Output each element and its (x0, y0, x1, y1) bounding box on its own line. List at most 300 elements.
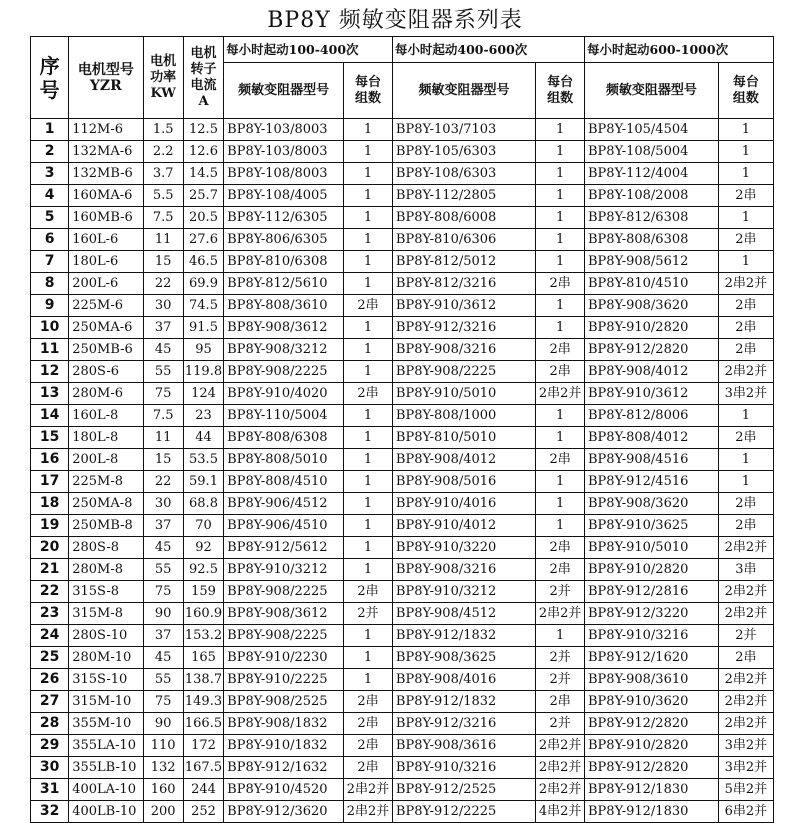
rotor-current: 14.5 (183, 163, 223, 185)
table-row (31, 779, 774, 801)
motor-power: 160 (143, 779, 183, 801)
resistor-model-1: BP8Y-910/2225 (224, 669, 344, 691)
resistor-model-3: BP8Y-908/5612 (585, 251, 719, 273)
motor-model: 280S-10 (69, 625, 143, 647)
table-row (31, 493, 774, 515)
motor-power: 7.5 (143, 405, 183, 427)
resistor-model-1: BP8Y-908/3612 (224, 317, 344, 339)
header-count-3: 每台组数 (718, 63, 773, 119)
count-3: 3串2并 (718, 757, 773, 779)
resistor-model-2: BP8Y-912/3216 (392, 317, 535, 339)
count-1: 1 (344, 493, 393, 515)
resistor-model-2: BP8Y-910/3216 (392, 757, 535, 779)
table-row (31, 757, 774, 779)
rotor-current: 53.5 (183, 449, 223, 471)
count-3: 2并 (718, 625, 773, 647)
motor-model: 280S-8 (69, 537, 143, 559)
count-3: 1 (718, 119, 773, 141)
resistor-model-2: BP8Y-108/6303 (392, 163, 535, 185)
count-2: 1 (536, 141, 585, 163)
resistor-model-3: BP8Y-910/3625 (585, 515, 719, 537)
resistor-model-2: BP8Y-910/3212 (392, 581, 535, 603)
motor-power: 200 (143, 801, 183, 823)
resistor-model-3: BP8Y-912/1830 (585, 779, 719, 801)
table-row (31, 603, 774, 625)
resistor-model-3: BP8Y-912/2820 (585, 757, 719, 779)
count-2: 2并 (536, 581, 585, 603)
motor-model: 250MA-8 (69, 493, 143, 515)
count-3: 2串 (718, 515, 773, 537)
rotor-current: 25.7 (183, 185, 223, 207)
count-1: 1 (344, 119, 393, 141)
resistor-model-2: BP8Y-908/3216 (392, 339, 535, 361)
resistor-model-1: BP8Y-103/8003 (224, 119, 344, 141)
motor-power: 90 (143, 713, 183, 735)
resistor-model-2: BP8Y-910/4016 (392, 493, 535, 515)
count-3: 2串2并 (718, 273, 773, 295)
table-row (31, 647, 774, 669)
count-2: 1 (536, 119, 585, 141)
resistor-model-3: BP8Y-105/4504 (585, 119, 719, 141)
resistor-model-2: BP8Y-910/4012 (392, 515, 535, 537)
rotor-current: 167.5 (183, 757, 223, 779)
row-seq: 32 (31, 801, 69, 823)
resistor-model-2: BP8Y-908/4016 (392, 669, 535, 691)
count-3: 2串 (718, 647, 773, 669)
table-row (31, 625, 774, 647)
motor-power: 30 (143, 493, 183, 515)
resistor-model-3: BP8Y-908/4516 (585, 449, 719, 471)
resistor-model-2: BP8Y-912/1832 (392, 625, 535, 647)
header-count-1: 每台组数 (344, 63, 393, 119)
motor-model: 250MA-6 (69, 317, 143, 339)
table-row (31, 449, 774, 471)
count-2: 4串2并 (536, 801, 585, 823)
row-seq: 12 (31, 361, 69, 383)
count-2: 2并 (536, 669, 585, 691)
table-row (31, 801, 774, 823)
resistor-model-2: BP8Y-812/5012 (392, 251, 535, 273)
count-1: 2并 (344, 603, 393, 625)
resistor-model-2: BP8Y-812/3216 (392, 273, 535, 295)
resistor-model-3: BP8Y-910/3620 (585, 691, 719, 713)
motor-model: 355M-10 (69, 713, 143, 735)
table-row (31, 383, 774, 405)
count-3: 3串2并 (718, 735, 773, 757)
resistor-model-3: BP8Y-908/3610 (585, 669, 719, 691)
resistor-model-3: BP8Y-112/4004 (585, 163, 719, 185)
count-2: 2串 (536, 691, 585, 713)
resistor-model-3: BP8Y-912/2820 (585, 339, 719, 361)
motor-power: 75 (143, 383, 183, 405)
resistor-model-1: BP8Y-908/3612 (224, 603, 344, 625)
header-group-3: 每小时起动600-1000次 (585, 37, 774, 63)
rotor-current: 68.8 (183, 493, 223, 515)
count-1: 2串 (344, 383, 393, 405)
motor-model: 280M-6 (69, 383, 143, 405)
rotor-current: 149.3 (183, 691, 223, 713)
header-model: 电机型号YZR (69, 37, 143, 119)
motor-model: 250MB-8 (69, 515, 143, 537)
resistor-model-2: BP8Y-103/7103 (392, 119, 535, 141)
table-row (31, 669, 774, 691)
rotor-current: 12.5 (183, 119, 223, 141)
motor-power: 22 (143, 471, 183, 493)
header-current: 电机转子电流A (183, 37, 223, 119)
resistor-model-1: BP8Y-810/6308 (224, 251, 344, 273)
count-3: 2串 (718, 427, 773, 449)
count-1: 2串2并 (344, 779, 393, 801)
count-2: 2并 (536, 713, 585, 735)
rotor-current: 119.8 (183, 361, 223, 383)
rotor-current: 59.1 (183, 471, 223, 493)
count-3: 2串2并 (718, 691, 773, 713)
row-seq: 18 (31, 493, 69, 515)
rotor-current: 46.5 (183, 251, 223, 273)
count-3: 1 (718, 449, 773, 471)
motor-model: 200L-6 (69, 273, 143, 295)
header-resistor-2: 频敏变阻器型号 (392, 63, 535, 119)
table-row (31, 251, 774, 273)
resistor-model-2: BP8Y-810/6306 (392, 229, 535, 251)
resistor-model-3: BP8Y-908/3620 (585, 295, 719, 317)
rotor-current: 153.2 (183, 625, 223, 647)
row-seq: 6 (31, 229, 69, 251)
resistor-model-1: BP8Y-912/3620 (224, 801, 344, 823)
count-3: 6串2并 (718, 801, 773, 823)
resistor-model-3: BP8Y-108/5004 (585, 141, 719, 163)
table-row (31, 405, 774, 427)
table-row (31, 317, 774, 339)
table-row (31, 185, 774, 207)
count-2: 1 (536, 625, 585, 647)
motor-model: 315M-10 (69, 691, 143, 713)
count-2: 1 (536, 471, 585, 493)
count-1: 2串 (344, 757, 393, 779)
resistor-model-2: BP8Y-908/5016 (392, 471, 535, 493)
motor-model: 160L-8 (69, 405, 143, 427)
resistor-model-3: BP8Y-908/3620 (585, 493, 719, 515)
count-2: 1 (536, 427, 585, 449)
table-row (31, 163, 774, 185)
count-1: 1 (344, 207, 393, 229)
motor-power: 90 (143, 603, 183, 625)
row-seq: 8 (31, 273, 69, 295)
table-row (31, 691, 774, 713)
resistor-model-3: BP8Y-810/4510 (585, 273, 719, 295)
motor-power: 132 (143, 757, 183, 779)
rotor-current: 44 (183, 427, 223, 449)
resistor-model-1: BP8Y-906/4512 (224, 493, 344, 515)
row-seq: 17 (31, 471, 69, 493)
count-1: 2串 (344, 713, 393, 735)
motor-model: 160MA-6 (69, 185, 143, 207)
motor-model: 250MB-6 (69, 339, 143, 361)
count-3: 2串 (718, 185, 773, 207)
row-seq: 30 (31, 757, 69, 779)
resistor-model-3: BP8Y-912/1830 (585, 801, 719, 823)
count-3: 3串 (718, 559, 773, 581)
motor-model: 180L-8 (69, 427, 143, 449)
row-seq: 22 (31, 581, 69, 603)
rotor-current: 23 (183, 405, 223, 427)
row-seq: 11 (31, 339, 69, 361)
resistor-model-1: BP8Y-908/2525 (224, 691, 344, 713)
resistor-model-1: BP8Y-906/4510 (224, 515, 344, 537)
resistor-spec-table (30, 36, 774, 823)
count-2: 1 (536, 295, 585, 317)
header-resistor-1: 频敏变阻器型号 (224, 63, 344, 119)
count-2: 2串 (536, 273, 585, 295)
count-3: 2串2并 (718, 361, 773, 383)
motor-model: 160L-6 (69, 229, 143, 251)
count-2: 1 (536, 163, 585, 185)
table-row (31, 273, 774, 295)
count-1: 1 (344, 427, 393, 449)
motor-model: 280S-6 (69, 361, 143, 383)
table-row (31, 295, 774, 317)
count-3: 1 (718, 251, 773, 273)
resistor-model-1: BP8Y-910/2230 (224, 647, 344, 669)
motor-model: 400LB-10 (69, 801, 143, 823)
table-row (31, 559, 774, 581)
motor-model: 225M-6 (69, 295, 143, 317)
count-3: 2串2并 (718, 669, 773, 691)
motor-power: 55 (143, 361, 183, 383)
resistor-model-2: BP8Y-908/3216 (392, 559, 535, 581)
count-1: 1 (344, 185, 393, 207)
count-1: 1 (344, 559, 393, 581)
resistor-model-2: BP8Y-912/2525 (392, 779, 535, 801)
header-group-2: 每小时起动400-600次 (392, 37, 584, 63)
resistor-model-3: BP8Y-910/3216 (585, 625, 719, 647)
resistor-model-3: BP8Y-912/4516 (585, 471, 719, 493)
count-1: 1 (344, 515, 393, 537)
table-row (31, 361, 774, 383)
resistor-model-1: BP8Y-110/5004 (224, 405, 344, 427)
page-title: BP8Y 频敏变阻器系列表 (267, 8, 523, 33)
resistor-model-1: BP8Y-910/3212 (224, 559, 344, 581)
resistor-model-2: BP8Y-808/1000 (392, 405, 535, 427)
motor-power: 110 (143, 735, 183, 757)
motor-model: 132MA-6 (69, 141, 143, 163)
header-power: 电机功率KW (143, 37, 183, 119)
row-seq: 23 (31, 603, 69, 625)
row-seq: 27 (31, 691, 69, 713)
count-1: 1 (344, 163, 393, 185)
resistor-model-1: BP8Y-108/4005 (224, 185, 344, 207)
resistor-model-1: BP8Y-910/4020 (224, 383, 344, 405)
rotor-current: 69.9 (183, 273, 223, 295)
row-seq: 19 (31, 515, 69, 537)
header-count-2: 每台组数 (536, 63, 585, 119)
motor-power: 55 (143, 669, 183, 691)
resistor-model-2: BP8Y-912/1832 (392, 691, 535, 713)
motor-model: 355LB-10 (69, 757, 143, 779)
resistor-model-1: BP8Y-808/3610 (224, 295, 344, 317)
count-3: 2串2并 (718, 581, 773, 603)
resistor-model-1: BP8Y-908/1832 (224, 713, 344, 735)
count-2: 1 (536, 251, 585, 273)
motor-power: 75 (143, 581, 183, 603)
motor-model: 400LA-10 (69, 779, 143, 801)
count-1: 1 (344, 449, 393, 471)
resistor-model-3: BP8Y-910/2820 (585, 559, 719, 581)
motor-power: 7.5 (143, 207, 183, 229)
count-3: 1 (718, 405, 773, 427)
resistor-model-2: BP8Y-105/6303 (392, 141, 535, 163)
count-3: 1 (718, 471, 773, 493)
header-resistor-3: 频敏变阻器型号 (585, 63, 719, 119)
motor-power: 75 (143, 691, 183, 713)
motor-power: 45 (143, 537, 183, 559)
count-2: 1 (536, 405, 585, 427)
motor-power: 5.5 (143, 185, 183, 207)
count-3: 2串 (718, 295, 773, 317)
resistor-model-2: BP8Y-910/5010 (392, 383, 535, 405)
count-1: 1 (344, 339, 393, 361)
count-1: 2串 (344, 295, 393, 317)
resistor-model-3: BP8Y-808/4012 (585, 427, 719, 449)
rotor-current: 160.9 (183, 603, 223, 625)
count-2: 2串 (536, 559, 585, 581)
row-seq: 2 (31, 141, 69, 163)
resistor-model-1: BP8Y-806/6305 (224, 229, 344, 251)
resistor-model-1: BP8Y-908/3212 (224, 339, 344, 361)
resistor-model-1: BP8Y-812/5610 (224, 273, 344, 295)
resistor-model-3: BP8Y-910/5010 (585, 537, 719, 559)
rotor-current: 124 (183, 383, 223, 405)
motor-power: 15 (143, 449, 183, 471)
row-seq: 25 (31, 647, 69, 669)
count-1: 1 (344, 141, 393, 163)
row-seq: 26 (31, 669, 69, 691)
motor-model: 200L-8 (69, 449, 143, 471)
count-2: 1 (536, 229, 585, 251)
motor-model: 315M-8 (69, 603, 143, 625)
count-2: 1 (536, 515, 585, 537)
motor-power: 30 (143, 295, 183, 317)
table-row (31, 229, 774, 251)
count-1: 1 (344, 273, 393, 295)
count-2: 2串2并 (536, 757, 585, 779)
table-row (31, 515, 774, 537)
row-seq: 13 (31, 383, 69, 405)
resistor-model-2: BP8Y-912/3216 (392, 713, 535, 735)
count-1: 1 (344, 361, 393, 383)
resistor-model-1: BP8Y-908/2225 (224, 625, 344, 647)
count-1: 2串 (344, 581, 393, 603)
resistor-model-1: BP8Y-808/5010 (224, 449, 344, 471)
count-3: 2串 (718, 317, 773, 339)
header-seq: 序号 (31, 37, 69, 119)
count-3: 3串2并 (718, 383, 773, 405)
motor-power: 22 (143, 273, 183, 295)
row-seq: 4 (31, 185, 69, 207)
count-3: 2串2并 (718, 713, 773, 735)
motor-power: 37 (143, 317, 183, 339)
count-2: 1 (536, 185, 585, 207)
table-row (31, 207, 774, 229)
motor-power: 2.2 (143, 141, 183, 163)
rotor-current: 252 (183, 801, 223, 823)
resistor-model-1: BP8Y-910/1832 (224, 735, 344, 757)
resistor-model-3: BP8Y-912/2816 (585, 581, 719, 603)
count-2: 2串 (536, 361, 585, 383)
row-seq: 28 (31, 713, 69, 735)
row-seq: 7 (31, 251, 69, 273)
count-1: 1 (344, 537, 393, 559)
row-seq: 5 (31, 207, 69, 229)
count-3: 2串 (718, 229, 773, 251)
motor-model: 112M-6 (69, 119, 143, 141)
rotor-current: 92.5 (183, 559, 223, 581)
resistor-model-3: BP8Y-808/6308 (585, 229, 719, 251)
motor-power: 11 (143, 229, 183, 251)
motor-power: 55 (143, 559, 183, 581)
motor-power: 15 (143, 251, 183, 273)
resistor-model-3: BP8Y-910/3612 (585, 383, 719, 405)
count-2: 2串 (536, 449, 585, 471)
resistor-model-2: BP8Y-908/4512 (392, 603, 535, 625)
count-2: 2串2并 (536, 383, 585, 405)
resistor-model-3: BP8Y-108/2008 (585, 185, 719, 207)
table-row (31, 119, 774, 141)
resistor-model-1: BP8Y-808/4510 (224, 471, 344, 493)
rotor-current: 165 (183, 647, 223, 669)
row-seq: 14 (31, 405, 69, 427)
motor-model: 315S-10 (69, 669, 143, 691)
count-2: 2并 (536, 647, 585, 669)
table-row (31, 427, 774, 449)
rotor-current: 138.7 (183, 669, 223, 691)
row-seq: 29 (31, 735, 69, 757)
rotor-current: 20.5 (183, 207, 223, 229)
count-2: 2串 (536, 537, 585, 559)
resistor-model-3: BP8Y-912/1620 (585, 647, 719, 669)
motor-power: 3.7 (143, 163, 183, 185)
rotor-current: 27.6 (183, 229, 223, 251)
table-row (31, 141, 774, 163)
table-row (31, 735, 774, 757)
resistor-model-2: BP8Y-112/2805 (392, 185, 535, 207)
row-seq: 31 (31, 779, 69, 801)
count-1: 2串2并 (344, 801, 393, 823)
row-seq: 15 (31, 427, 69, 449)
rotor-current: 159 (183, 581, 223, 603)
resistor-model-2: BP8Y-908/2225 (392, 361, 535, 383)
resistor-model-1: BP8Y-112/6305 (224, 207, 344, 229)
resistor-model-2: BP8Y-808/6008 (392, 207, 535, 229)
count-1: 1 (344, 647, 393, 669)
row-seq: 10 (31, 317, 69, 339)
resistor-model-2: BP8Y-908/3616 (392, 735, 535, 757)
count-1: 1 (344, 471, 393, 493)
motor-model: 280M-10 (69, 647, 143, 669)
motor-power: 45 (143, 647, 183, 669)
count-1: 1 (344, 625, 393, 647)
resistor-model-1: BP8Y-808/6308 (224, 427, 344, 449)
row-seq: 9 (31, 295, 69, 317)
motor-power: 45 (143, 339, 183, 361)
count-3: 1 (718, 207, 773, 229)
resistor-model-2: BP8Y-910/3612 (392, 295, 535, 317)
count-3: 1 (718, 141, 773, 163)
resistor-model-3: BP8Y-908/4012 (585, 361, 719, 383)
count-3: 2串2并 (718, 603, 773, 625)
table-row (31, 471, 774, 493)
count-1: 1 (344, 405, 393, 427)
